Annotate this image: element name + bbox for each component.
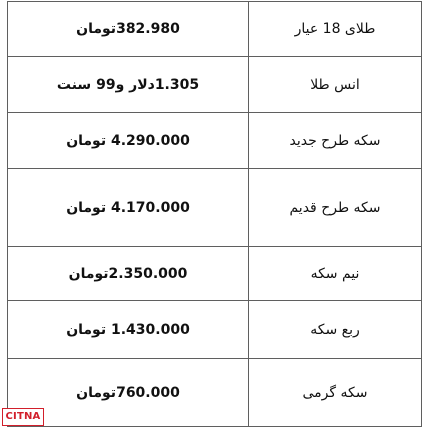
watermark-text: CITNA [5, 411, 41, 422]
table-row [8, 2, 422, 57]
gold-coin-price-table [7, 1, 422, 427]
table-row [8, 113, 422, 169]
item-label-cell: ربع سکه [249, 301, 422, 359]
price-cell: 1.430.000 تومان [8, 301, 249, 359]
table-row [8, 57, 422, 113]
item-label-cell: سکه طرح جدید [249, 113, 422, 169]
item-label-cell: نیم سکه [249, 247, 422, 301]
table-row [8, 359, 422, 427]
price-cell: 4.290.000 تومان [8, 113, 249, 169]
item-label-cell: طلای 18 عیار [249, 2, 422, 57]
table-row [8, 169, 422, 247]
price-cell: 760.000تومان [8, 359, 249, 427]
price-table-container [7, 1, 420, 427]
item-label-cell: انس طلا [249, 57, 422, 113]
table-row [8, 247, 422, 301]
price-cell: 4.170.000 تومان [8, 169, 249, 247]
price-cell: 2.350.000تومان [8, 247, 249, 301]
item-label-cell: سکه طرح قدیم [249, 169, 422, 247]
citna-watermark-logo [2, 408, 44, 426]
item-label-cell: سکه گرمی [249, 359, 422, 427]
price-cell: 382.980تومان [8, 2, 249, 57]
price-cell: 1.305دلار و99 سنت [8, 57, 249, 113]
table-row [8, 301, 422, 359]
